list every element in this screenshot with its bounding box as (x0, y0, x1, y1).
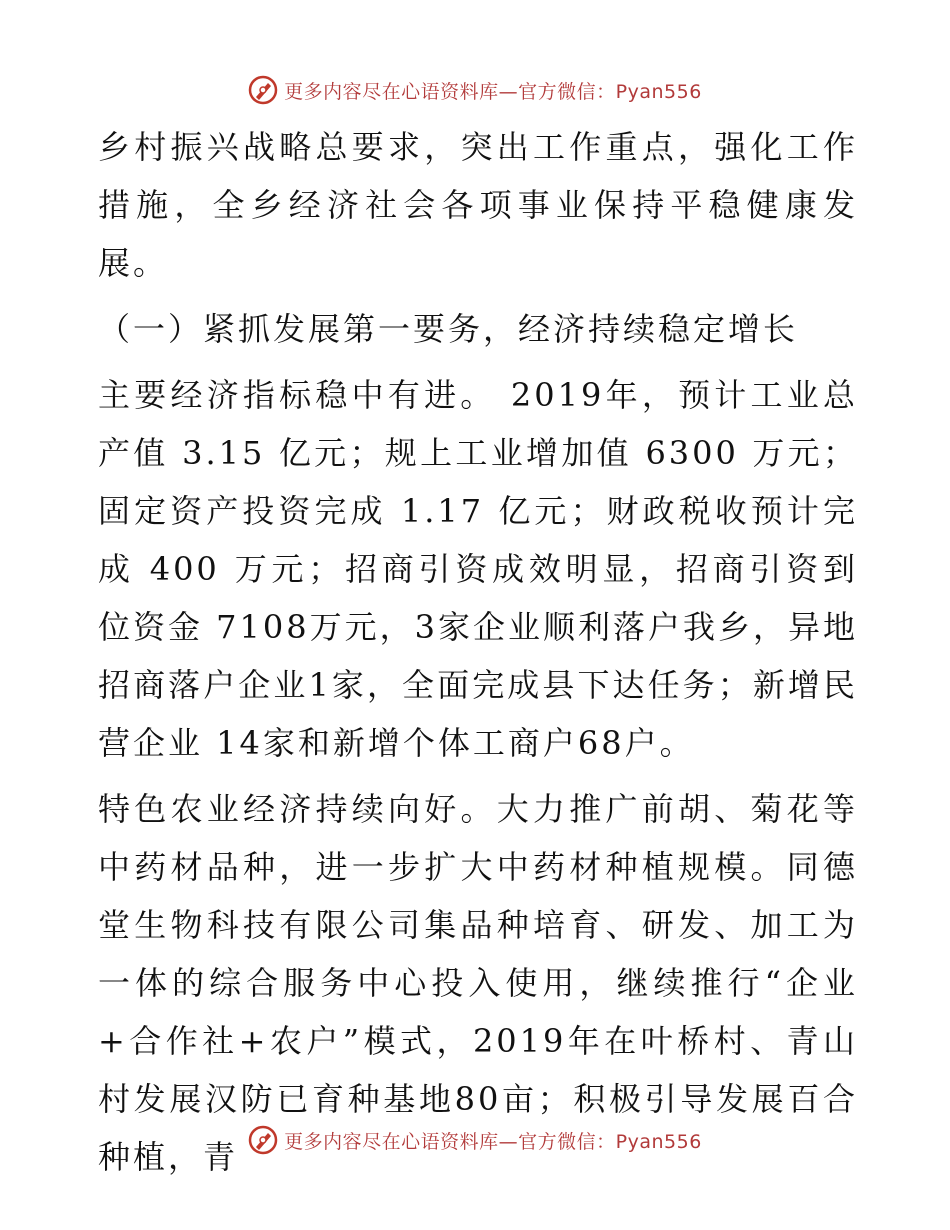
pen-logo-icon (248, 1125, 278, 1155)
paragraph-agriculture: 特色农业经济持续向好。大力推广前胡、菊花等中药材品种，进一步扩大中药材种植规模。同德堂生物科技有限公司集品种培育、研发、加工为一体的综合服务中心投入使用，继续推行“企业+合作社+农户”模式，2019年在叶桥村、青山村发展汉防已育种基地80亩；积极引导发展百合种植，青 (98, 790, 858, 1176)
paragraph-economic-indicators: 主要经济指标稳中有进。 2019年，预计工业总产值 3.15 亿元；规上工业增加值 6300 万元；固定资产投资完成 1.17 亿元；财政税收预计完成 400 万元；招商引资成效明显，招商引资到位资金 7108万元，3家企业顺利落户我乡，异地招商落户企业1家，全面完成县下达任务；新增民营企业 14家和新增个体工商户68户。 (98, 376, 858, 762)
footer-watermark (0, 1122, 950, 1158)
watermark-text: 更多内容尽在心语资料库—官方微信：Pyan556 (284, 80, 702, 103)
watermark-text: 更多内容尽在心语资料库—官方微信：Pyan556 (284, 1130, 702, 1153)
paragraph-intro: 乡村振兴战略总要求，突出工作重点，强化工作措施，全乡经济社会各项事业保持平稳健康发展。 (98, 128, 858, 282)
section-heading: （一）紧抓发展第一要务，经济持续稳定增长 (98, 310, 799, 348)
header-watermark (0, 72, 950, 108)
pen-logo-icon (248, 75, 278, 105)
document-body (98, 118, 858, 1186)
